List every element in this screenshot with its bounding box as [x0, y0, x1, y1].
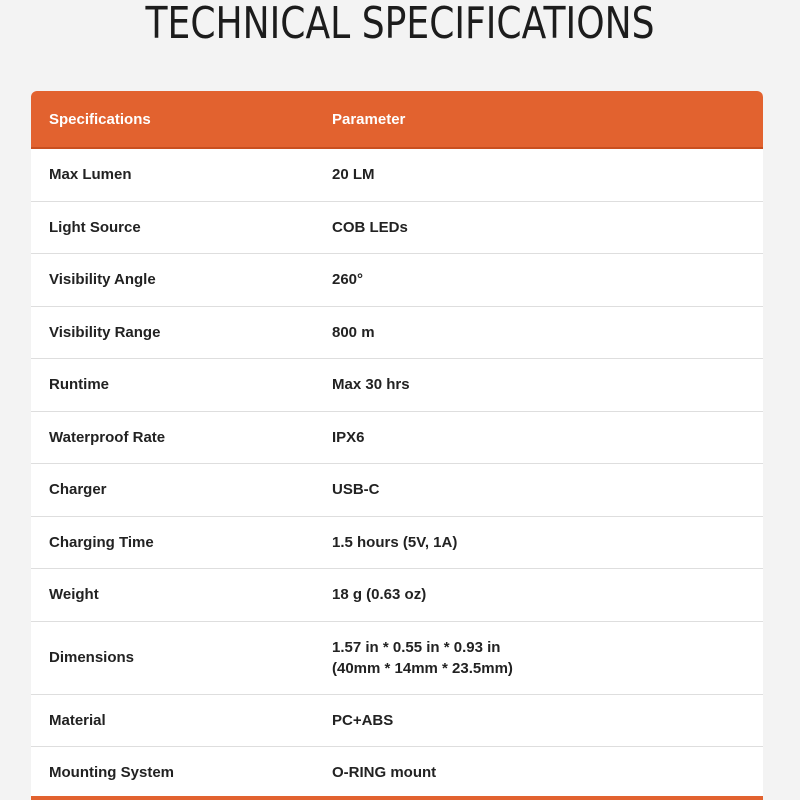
- spec-label: Visibility Range: [49, 323, 161, 341]
- spec-value-line: 20 LM: [332, 166, 375, 184]
- spec-value-line: (40mm * 14mm * 23.5mm): [332, 659, 513, 677]
- header-specifications: Specifications: [49, 110, 151, 128]
- spec-value: [332, 427, 763, 448]
- spec-value: [332, 164, 763, 185]
- table-row: [31, 747, 763, 800]
- spec-value: [332, 374, 763, 395]
- spec-label: Dimensions: [49, 649, 135, 666]
- spec-value-line: PC+ABS: [332, 711, 394, 729]
- table-row: [31, 202, 763, 255]
- spec-value-line: COB LEDs: [332, 218, 408, 236]
- spec-label: Material: [49, 711, 106, 729]
- spec-label: Charging Time: [49, 533, 154, 551]
- spec-value: [332, 269, 763, 290]
- header-parameter: Parameter: [332, 110, 406, 128]
- table-row: [31, 412, 763, 465]
- spec-value: [332, 479, 763, 500]
- table-row: [31, 359, 763, 412]
- spec-value-line: USB-C: [332, 481, 380, 499]
- specifications-table: [31, 91, 763, 800]
- spec-value-line: 260°: [332, 271, 364, 289]
- spec-label: Weight: [49, 586, 99, 604]
- spec-value-line: Max 30 hrs: [332, 376, 410, 394]
- spec-label: Visibility Angle: [49, 271, 156, 289]
- spec-value: [332, 710, 763, 731]
- table-row: [31, 464, 763, 517]
- spec-label: Mounting System: [49, 764, 175, 782]
- spec-value: [332, 322, 763, 343]
- spec-value: [332, 532, 763, 553]
- spec-label: Light Source: [49, 218, 141, 236]
- spec-value: [332, 637, 763, 679]
- spec-label: Runtime: [49, 376, 109, 394]
- spec-value-line: 1.57 in * 0.55 in * 0.93 in: [332, 638, 501, 656]
- spec-value-line: 800 m: [332, 323, 375, 341]
- spec-value: [332, 217, 763, 238]
- table-header: [31, 91, 763, 149]
- table-bottom-accent: [31, 796, 763, 800]
- table-row: [31, 569, 763, 622]
- spec-value: [332, 762, 763, 783]
- table-row: [31, 695, 763, 748]
- spec-label: Charger: [49, 481, 107, 499]
- spec-value-line: 18 g (0.63 oz): [332, 586, 427, 604]
- spec-value: [332, 584, 763, 605]
- table-row: [31, 149, 763, 202]
- spec-value-line: 1.5 hours (5V, 1A): [332, 533, 458, 551]
- table-row: [31, 254, 763, 307]
- spec-label: Max Lumen: [49, 166, 132, 184]
- table-row: [31, 307, 763, 360]
- spec-value-line: IPX6: [332, 428, 365, 446]
- spec-value-line: O-RING mount: [332, 764, 437, 782]
- spec-label: Waterproof Rate: [49, 428, 166, 446]
- table-row: [31, 517, 763, 570]
- table-row: [31, 622, 763, 695]
- page-title: TECHNICAL SPECIFICATIONS: [145, 0, 655, 49]
